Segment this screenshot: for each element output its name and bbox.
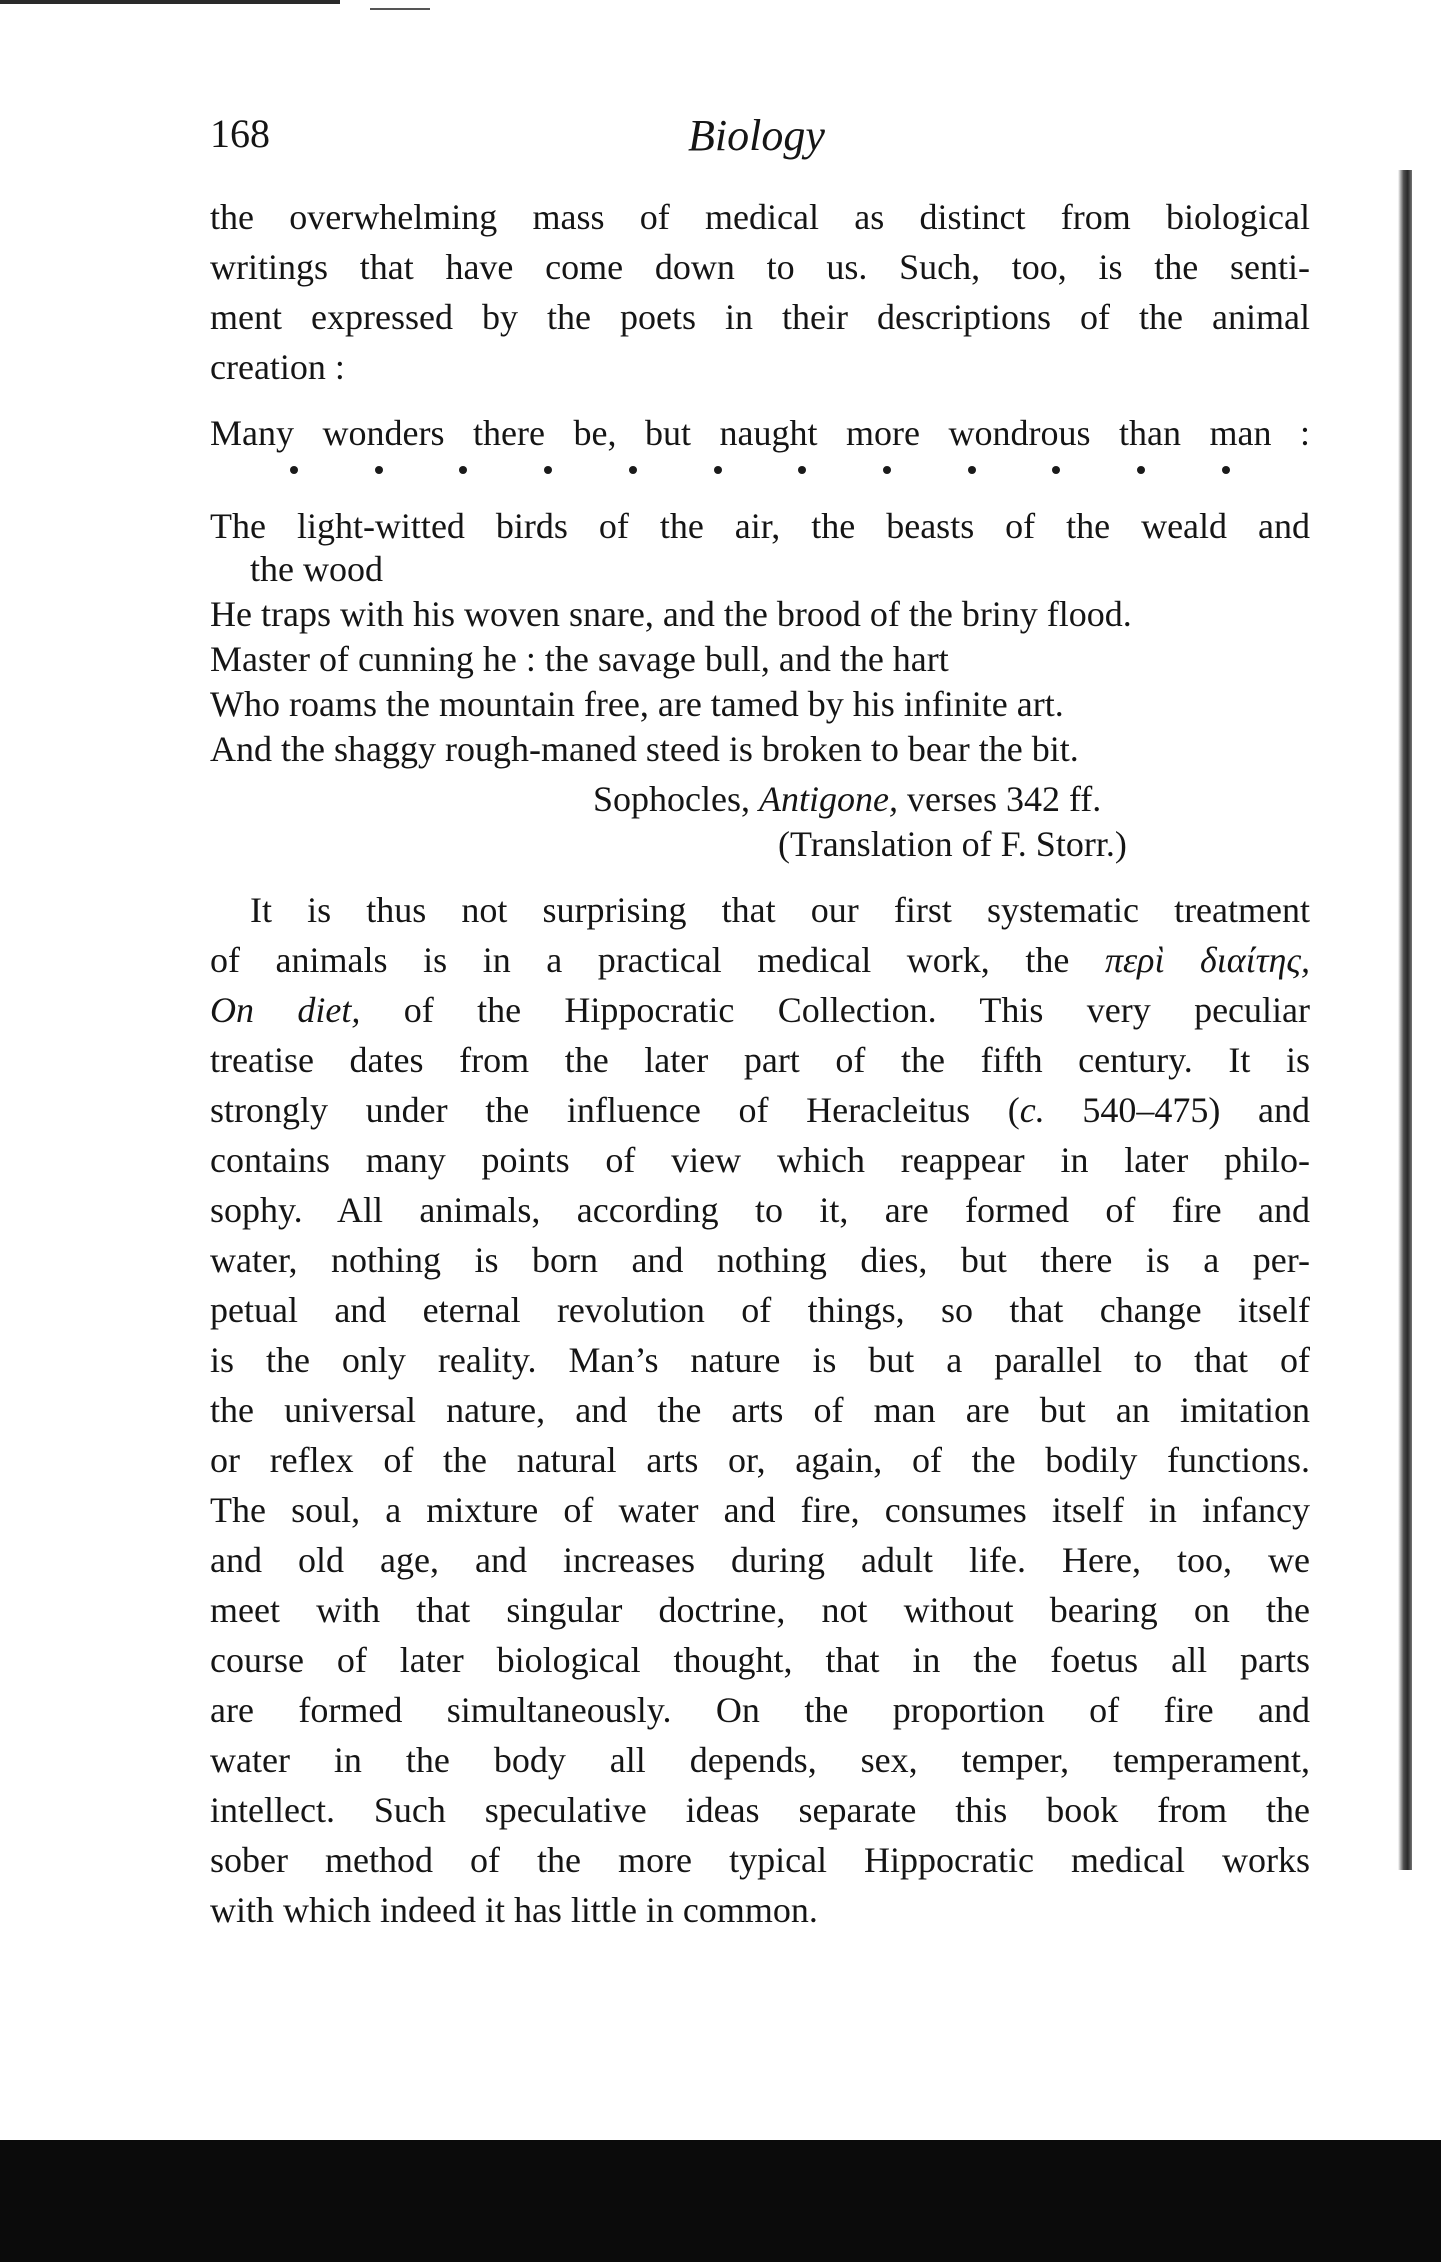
text-line: petual and eternal revolution of things, so that change itself [210, 1290, 1310, 1330]
text-line: strongly under the influence of Heracleitus (c. 540–475) and [210, 1090, 1310, 1130]
attribution-line [593, 778, 1101, 820]
attribution-verses: verses 342 ff. [906, 779, 1102, 819]
text-line: writings that have come down to us. Such, too, is the senti- [210, 247, 1310, 287]
attribution-author: Sophocles, [593, 779, 750, 819]
poem-line: And the shaggy rough-maned steed is broken to bear the bit. [210, 729, 1079, 769]
attribution-translation: (Translation of F. Storr.) [778, 824, 1127, 864]
ellipsis-dot [459, 466, 467, 474]
text-line: water, nothing is born and nothing dies, but there is a per- [210, 1240, 1310, 1280]
ellipsis-row [290, 460, 1230, 480]
ellipsis-dot [375, 466, 383, 474]
attribution-work: Antigone, [759, 779, 898, 819]
page-header [210, 110, 1310, 170]
text-line: are formed simultaneously. On the proportion of fire and [210, 1690, 1310, 1730]
text-line: of animals is in a practical medical work, the περὶ διαίτης, [210, 940, 1310, 980]
text-line: is the only reality. Man’s nature is but a parallel to that of [210, 1340, 1310, 1380]
running-head: Biology [688, 111, 825, 160]
ellipsis-dot [798, 466, 806, 474]
ellipsis-dot [883, 466, 891, 474]
text-line: It is thus not surprising that our first systematic treatment [250, 890, 1310, 930]
poem-line: the wood [250, 549, 383, 589]
ellipsis-dot [968, 466, 976, 474]
ellipsis-dot [1222, 466, 1230, 474]
text-line: with which indeed it has little in common. [210, 1890, 818, 1930]
scan-bottom-bar [0, 2140, 1441, 2262]
text-line: water in the body all depends, sex, temper, temperament, [210, 1740, 1310, 1780]
text-line: treatise dates from the later part of the fifth century. It is [210, 1040, 1310, 1080]
text-line: the overwhelming mass of medical as distinct from biological [210, 197, 1310, 237]
poem-line: He traps with his woven snare, and the brood of the briny flood. [210, 594, 1132, 634]
text-line: sober method of the more typical Hippocratic medical works [210, 1840, 1310, 1880]
text-line: On diet, of the Hippocratic Collection. This very peculiar [210, 990, 1311, 1030]
scan-edge-top [0, 0, 340, 4]
page-number: 168 [210, 111, 270, 156]
ellipsis-dot [544, 466, 552, 474]
text-line: contains many points of view which reappear in later philo- [210, 1140, 1310, 1180]
main-paragraph [210, 885, 1310, 1935]
text-line: or reflex of the natural arts or, again, of the bodily functions. [210, 1440, 1310, 1480]
text-line: creation : [210, 347, 345, 387]
italic-title: On diet, [210, 990, 361, 1030]
scan-right-edge [1398, 170, 1412, 1870]
scan-edge-mark [370, 8, 430, 10]
ellipsis-dot [1137, 466, 1145, 474]
text-line: and old age, and increases during adult life. Here, too, we [210, 1540, 1310, 1580]
poem-line: Master of cunning he : the savage bull, and the hart [210, 639, 949, 679]
poem-line: Who roams the mountain free, are tamed by his infinite art. [210, 684, 1064, 724]
text-line: The soul, a mixture of water and fire, consumes itself in infancy [210, 1490, 1310, 1530]
greek-title: περὶ διαίτης, [1104, 940, 1310, 980]
text-line: ment expressed by the poets in their descriptions of the animal [210, 297, 1310, 337]
ellipsis-dot [714, 466, 722, 474]
ellipsis-dot [290, 466, 298, 474]
poem-line: Many wonders there be, but naught more wondrous than man : [210, 413, 1310, 453]
text-line: the universal nature, and the arts of man are but an imitation [210, 1390, 1310, 1430]
text-line: sophy. All animals, according to it, are formed of fire and [210, 1190, 1310, 1230]
poem-line: The light-witted birds of the air, the beasts of the weald and [210, 506, 1310, 546]
text-line: meet with that singular doctrine, not without bearing on the [210, 1590, 1310, 1630]
ellipsis-dot [1052, 466, 1060, 474]
intro-paragraph [210, 192, 1310, 392]
text-line: course of later biological thought, that in the foetus all parts [210, 1640, 1310, 1680]
text-line: intellect. Such speculative ideas separate this book from the [210, 1790, 1310, 1830]
ellipsis-dot [629, 466, 637, 474]
